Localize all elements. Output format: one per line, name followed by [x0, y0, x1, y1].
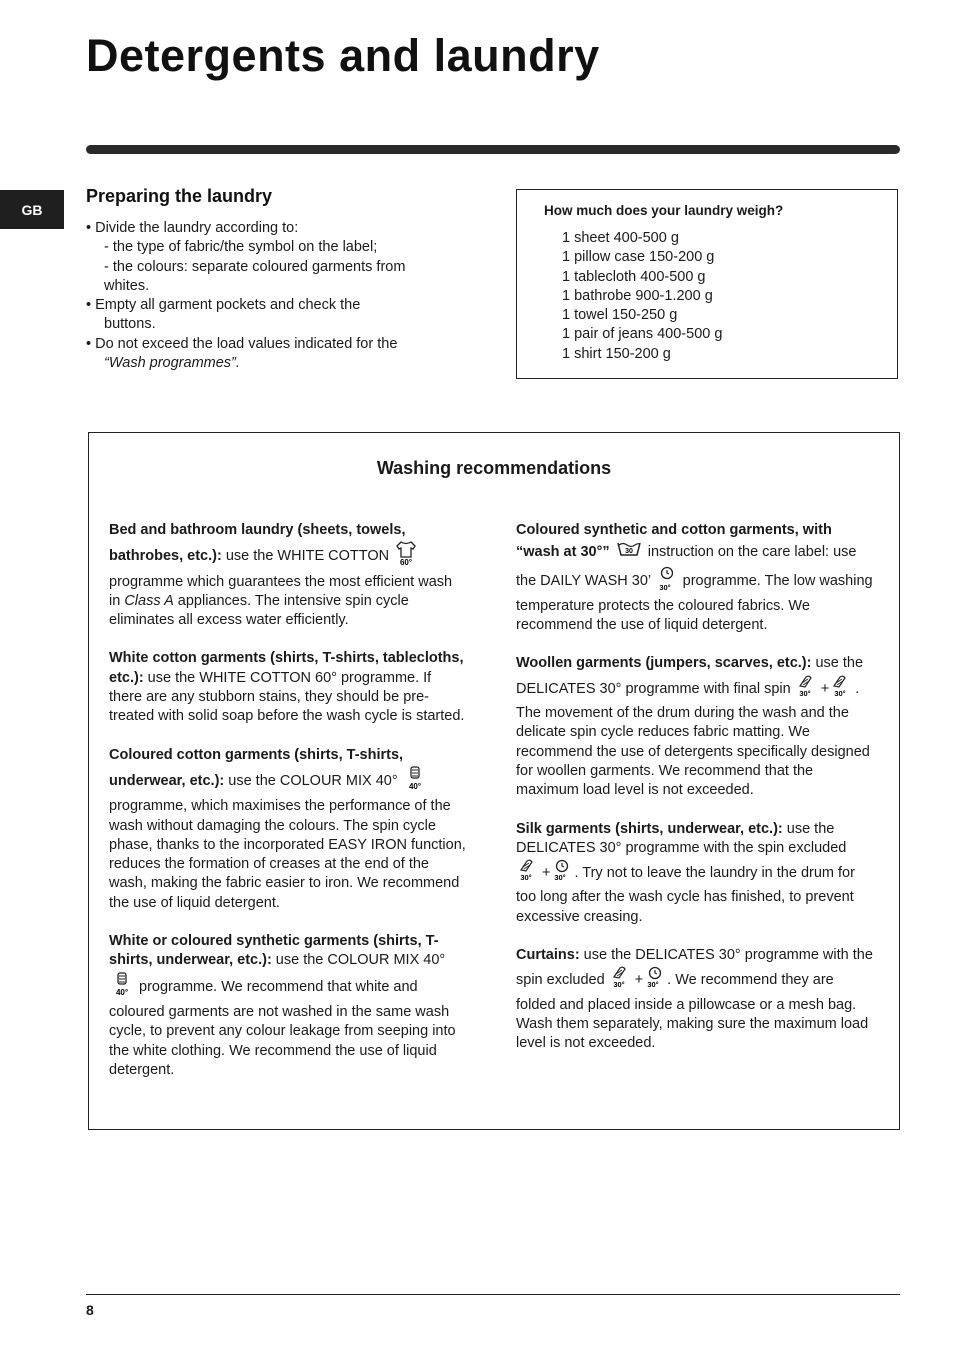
prep-line: whites. — [104, 277, 150, 294]
footer-divider — [86, 1294, 900, 1295]
svg-text:60°: 60° — [400, 558, 413, 567]
svg-text:30°: 30° — [613, 980, 625, 990]
silk-paragraph: Silk garments (shirts, underwear, etc.): use the DELICATES 30° programme with the spin excluded 30° + 30° . Try not to leave the laundry in the drum for too long after the wash cycle has finished, to prevent excessive creasing. — [516, 820, 855, 925]
weight-list — [562, 229, 722, 364]
recommendations-heading: Washing recommendations — [376, 458, 612, 478]
prep-line: - the colours: separate coloured garments from — [104, 258, 406, 275]
colour-mix-icon — [111, 971, 133, 1003]
title-divider — [86, 145, 900, 154]
recommendations-left-column — [109, 521, 467, 1099]
svg-text:30°: 30° — [520, 873, 532, 883]
coloured-cotton-paragraph: Coloured cotton garments (shirts, T-shirts, underwear, etc.): use the COLOUR MIX 40° 40° programme, which maximises the performance of the wash without damaging the colours. The spin cycle phase, thanks to the incorporated EASY IRON function, reduces the formation of creases at the end of the wash, making the fabric easier to iron. We recommend the use of liquid detergent. — [109, 746, 466, 911]
page-title: Detergents and laundry — [86, 30, 600, 81]
weight-item: 1 tablecloth 400-500 g — [562, 268, 706, 285]
prep-line: • Do not exceed the load values indicated for the — [86, 335, 398, 352]
prep-line: - the type of fabric/the symbol on the label; — [104, 239, 378, 256]
svg-text:40°: 40° — [408, 781, 421, 791]
svg-text:30: 30 — [624, 548, 633, 556]
weight-item: 1 pair of jeans 400-500 g — [562, 326, 723, 343]
weight-item: 1 sheet 400-500 g — [562, 230, 679, 246]
spin-excluded-icon — [645, 965, 665, 995]
woollen-paragraph: Woollen garments (jumpers, scarves, etc.): use the DELICATES 30° programme with final spin 30° + 30° . The movement of the drum during the wash and the delicate spin cycle reduces fabric matting. We recommend the use of detergents specifically designed for woollen garments. We recommend that the maximum load level is not exceeded. — [516, 655, 870, 799]
delicates-icon — [611, 965, 633, 995]
laundry-weight-box — [516, 189, 898, 379]
white-cotton-shirt-icon — [395, 540, 417, 572]
prep-line: • Divide the laundry according to: — [86, 220, 299, 236]
delicates-icon — [797, 674, 819, 704]
weight-item: 1 pillow case 150-200 g — [562, 249, 715, 266]
colour-mix-icon — [404, 765, 426, 797]
washing-recommendations-box — [88, 432, 900, 1130]
preparing-section — [86, 186, 446, 373]
curtains-paragraph: Curtains: use the DELICATES 30° programme with the spin excluded 30° + 30° . We recommend they are folded and placed inside a pillowcase or a mesh bag. Wash them separately, making sure the maximum load level is not exceeded. — [516, 947, 873, 1052]
synthetic-paragraph: White or coloured synthetic garments (shirts, T-shirts, underwear, etc.): use the COLOUR MIX 40° 40° programme. We recommend that white and coloured garments are not washed in the same wash cycle, to prevent any colour leakage from seeping into the white clothing. We recommend the use of liquid detergent. — [109, 933, 456, 1078]
weight-item: 1 bathrobe 900-1.200 g — [562, 287, 713, 304]
prep-line: buttons. — [104, 316, 156, 333]
weight-heading: How much does your laundry weigh? — [544, 203, 784, 218]
page-number: 8 — [86, 1302, 94, 1318]
svg-text:30°: 30° — [799, 688, 811, 698]
weight-item: 1 shirt 150-200 g — [562, 345, 671, 362]
delicates-icon — [518, 858, 540, 888]
svg-text:30°: 30° — [834, 688, 846, 698]
white-cotton-paragraph: White cotton garments (shirts, T-shirts, tablecloths, etc.): use the WHITE COTTON 60° programme. If there are any stubborn stains, they should be pre-treated with solid soap before the wash cycle is started. — [109, 650, 465, 725]
preparing-heading: Preparing the laundry — [86, 186, 273, 206]
daily-wash-icon — [657, 565, 677, 597]
language-tab: GB — [0, 190, 64, 229]
recommendations-right-column — [516, 521, 874, 1073]
spin-icon — [831, 674, 853, 704]
svg-text:30°: 30° — [658, 582, 671, 591]
weight-item: 1 towel 150-250 g — [562, 307, 678, 324]
svg-text:30°: 30° — [554, 873, 567, 883]
spin-excluded-icon — [552, 858, 572, 888]
coloured-synthetic-paragraph: Coloured synthetic and cotton garments, with “wash at 30°” 30 instruction on the care label: use the DAILY WASH 30’ 30° programme. The low washing temperature protects the coloured fabrics. We recommend the use of liquid detergent. — [516, 522, 873, 634]
bed-bathroom-paragraph: Bed and bathroom laundry (sheets, towels, bathrobes, etc.): use the WHITE COTTON 60° programme which guarantees the most efficient wash in Class A appliances. The intensive spin cycle eliminates all excess water efficiently. — [109, 522, 453, 629]
wash-tub-30-icon — [616, 540, 642, 564]
prep-line: “Wash programmes”. — [104, 355, 240, 372]
svg-text:40°: 40° — [115, 987, 129, 997]
prep-line: • Empty all garment pockets and check the — [86, 297, 361, 314]
svg-text:30°: 30° — [647, 980, 659, 990]
